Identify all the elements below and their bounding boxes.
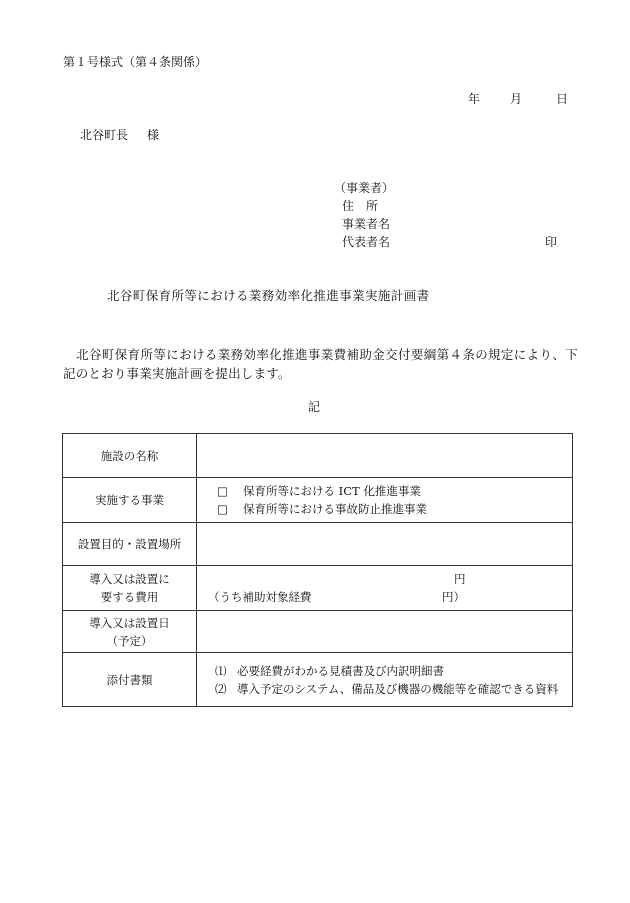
table-row-purpose: [63, 523, 573, 566]
install-date-value[interactable]: [197, 611, 573, 653]
facility-name-label: 施設の名称: [63, 434, 197, 478]
project-option-ict[interactable]: [217, 482, 572, 500]
install-date-label: [63, 611, 197, 653]
attachment-number: ⑴: [215, 663, 227, 678]
date-day-label: 日: [556, 92, 569, 106]
attachment-text: 導入予定のシステム、備品及び機器の機能等を確認できる資料: [237, 681, 559, 696]
purpose-location-label: 設置目的・設置場所: [63, 523, 197, 566]
attachments-list: [197, 653, 573, 707]
applicant-heading: （事業者）: [334, 181, 395, 195]
body-text: 北谷町保育所等における業務効率化推進事業費補助金交付要綱第４条の規定により、下記のとおり事業実施計画を提出します。: [63, 347, 578, 381]
cost-label: [63, 566, 197, 611]
project-label: 実施する事業: [63, 478, 197, 523]
purpose-location-value[interactable]: [197, 523, 573, 566]
addressee-suffix: 様: [147, 128, 160, 142]
date-year-label: 年: [468, 92, 481, 106]
table-row-facility: [63, 434, 573, 478]
date-month-label: 月: [510, 92, 523, 106]
project-option-accident-prevention[interactable]: [217, 500, 572, 518]
table-row-attachments: [63, 653, 573, 707]
table-row-install-date: [63, 611, 573, 653]
checkbox[interactable]: □: [217, 484, 228, 498]
project-option-label: 保育所等における ICT 化推進事業: [243, 484, 421, 498]
project-options: [197, 478, 573, 523]
table-row-project: [63, 478, 573, 523]
install-date-label-line2: （予定）: [106, 633, 153, 648]
body-paragraph: [63, 345, 578, 383]
attachment-number: ⑵: [215, 681, 227, 696]
list-item: [215, 662, 566, 680]
representative-label: 代表者名: [342, 235, 391, 249]
facility-name-value[interactable]: [197, 434, 573, 478]
document-title: 北谷町保育所等における業務効率化推進事業実施計画書: [107, 288, 430, 303]
checkbox[interactable]: □: [217, 502, 228, 516]
cost-value[interactable]: [197, 566, 573, 611]
plan-table: [62, 433, 573, 707]
form-number: 第１号様式（第４条関係）: [63, 55, 208, 69]
address-label: 住 所: [342, 199, 379, 213]
seal-mark: 印: [545, 235, 558, 249]
subsidy-open: （うち補助対象経費: [208, 590, 312, 604]
business-name-label: 事業者名: [342, 217, 391, 231]
attachment-text: 必要経費がわかる見積書及び内訳明細書: [237, 663, 444, 678]
table-row-cost: [63, 566, 573, 611]
install-date-label-line1: 導入又は設置日: [89, 615, 170, 630]
addressee-name: 北谷町長: [80, 128, 129, 142]
project-option-label: 保育所等における事故防止推進事業: [243, 502, 427, 516]
ki-mark: 記: [308, 400, 321, 414]
cost-label-line2: 要する費用: [100, 590, 159, 604]
addressee: [80, 128, 160, 142]
attachments-label: 添付書類: [63, 653, 197, 707]
cost-yen: 円: [454, 572, 466, 586]
list-item: [215, 680, 566, 698]
subsidy-close: 円）: [442, 590, 465, 604]
cost-label-line1: 導入又は設置に: [89, 572, 170, 586]
